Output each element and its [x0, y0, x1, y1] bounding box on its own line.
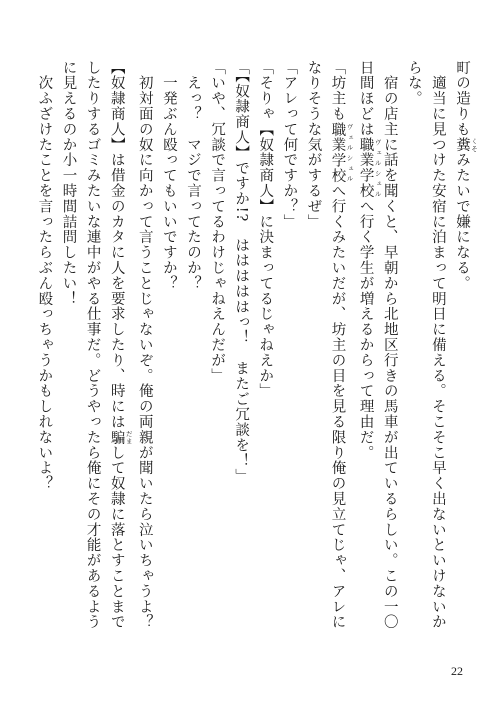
paragraph: [157, 60, 181, 640]
paragraph: [133, 60, 157, 640]
paragraph: [56, 60, 132, 640]
text-run: 「【奴隷商人】ですか!? はははははっ！ またご冗談を！」: [233, 60, 250, 484]
paragraph: [253, 60, 277, 640]
ruby-reading: だま: [124, 429, 133, 445]
paragraph: [354, 60, 402, 640]
ruby-base: 職業学校: [357, 137, 374, 199]
paragraph: [32, 60, 56, 640]
text-run: へ行くみたいだが、坊主の目を見る限り俺の見立てじゃ、アレになりそうな気がするぜ」: [305, 60, 346, 630]
page-number: 22: [451, 664, 463, 678]
body-text: [36, 60, 478, 640]
text-run: 「坊主も: [329, 60, 346, 122]
ruby-reading: ヴェルシュル: [345, 121, 354, 184]
ruby-base: 糞: [454, 137, 470, 153]
text-run: 適当に見つけた安宿に泊まって明日に備える。そこそこ早く出ないといけないからな。: [405, 60, 446, 630]
ruby-base: 職業学校: [329, 121, 346, 184]
ruby-annotation: [357, 137, 382, 199]
paragraph: [402, 60, 450, 640]
text-run: えっ？ マジで言ってたのか？: [184, 60, 201, 291]
ruby-annotation: [454, 137, 478, 153]
text-run: 「いや、冗談で言ってるわけじゃねえんだが」: [209, 60, 226, 384]
ruby-annotation: [329, 121, 354, 184]
ruby-annotation: [108, 429, 133, 446]
text-run: 町の造りも: [454, 60, 470, 137]
text-run: 宿の店主に話を聞くと、早朝から北地区行きの馬車が出ているらしい。この一〇日間ほどは: [357, 60, 398, 630]
text-run: みたいで嫌になる。: [454, 152, 470, 292]
text-run: 初対面の奴に向かって言うことじゃないぞ。俺の両親が聞いたら泣いちゃうよ？: [136, 60, 153, 630]
text-run: 次ふざけたことを言ったらぶん殴っちゃうかもしれないよ？: [36, 60, 53, 492]
ruby-reading: ヴェルシュル: [373, 137, 382, 199]
text-run: へ行く学生が増えるからって理由だ。: [357, 198, 374, 461]
ruby-reading: くそ: [470, 137, 478, 153]
paragraph: [277, 60, 301, 640]
paragraph: [181, 60, 205, 640]
paragraph: [229, 60, 253, 640]
text-run: して奴隷に落とすことまでしたりするゴミみたいな連中がやる仕事だ。どうやったら俺にその才能があるように見えるのか小一時間詰問したい！: [60, 60, 125, 630]
paragraph: [301, 60, 353, 640]
text-run: 一発ぶん殴ってもいいですか？: [160, 60, 177, 291]
text-run: 「アレって何ですか？」: [281, 60, 298, 230]
paragraph: [450, 60, 478, 640]
ruby-base: 騙: [108, 429, 125, 446]
text-run: 【奴隷商人】は借金のカタに人を要求したり、時には: [108, 60, 125, 430]
paragraph: [205, 60, 229, 640]
text-run: 「そりゃ【奴隷商人】に決まってるじゃねえか」: [257, 60, 274, 399]
